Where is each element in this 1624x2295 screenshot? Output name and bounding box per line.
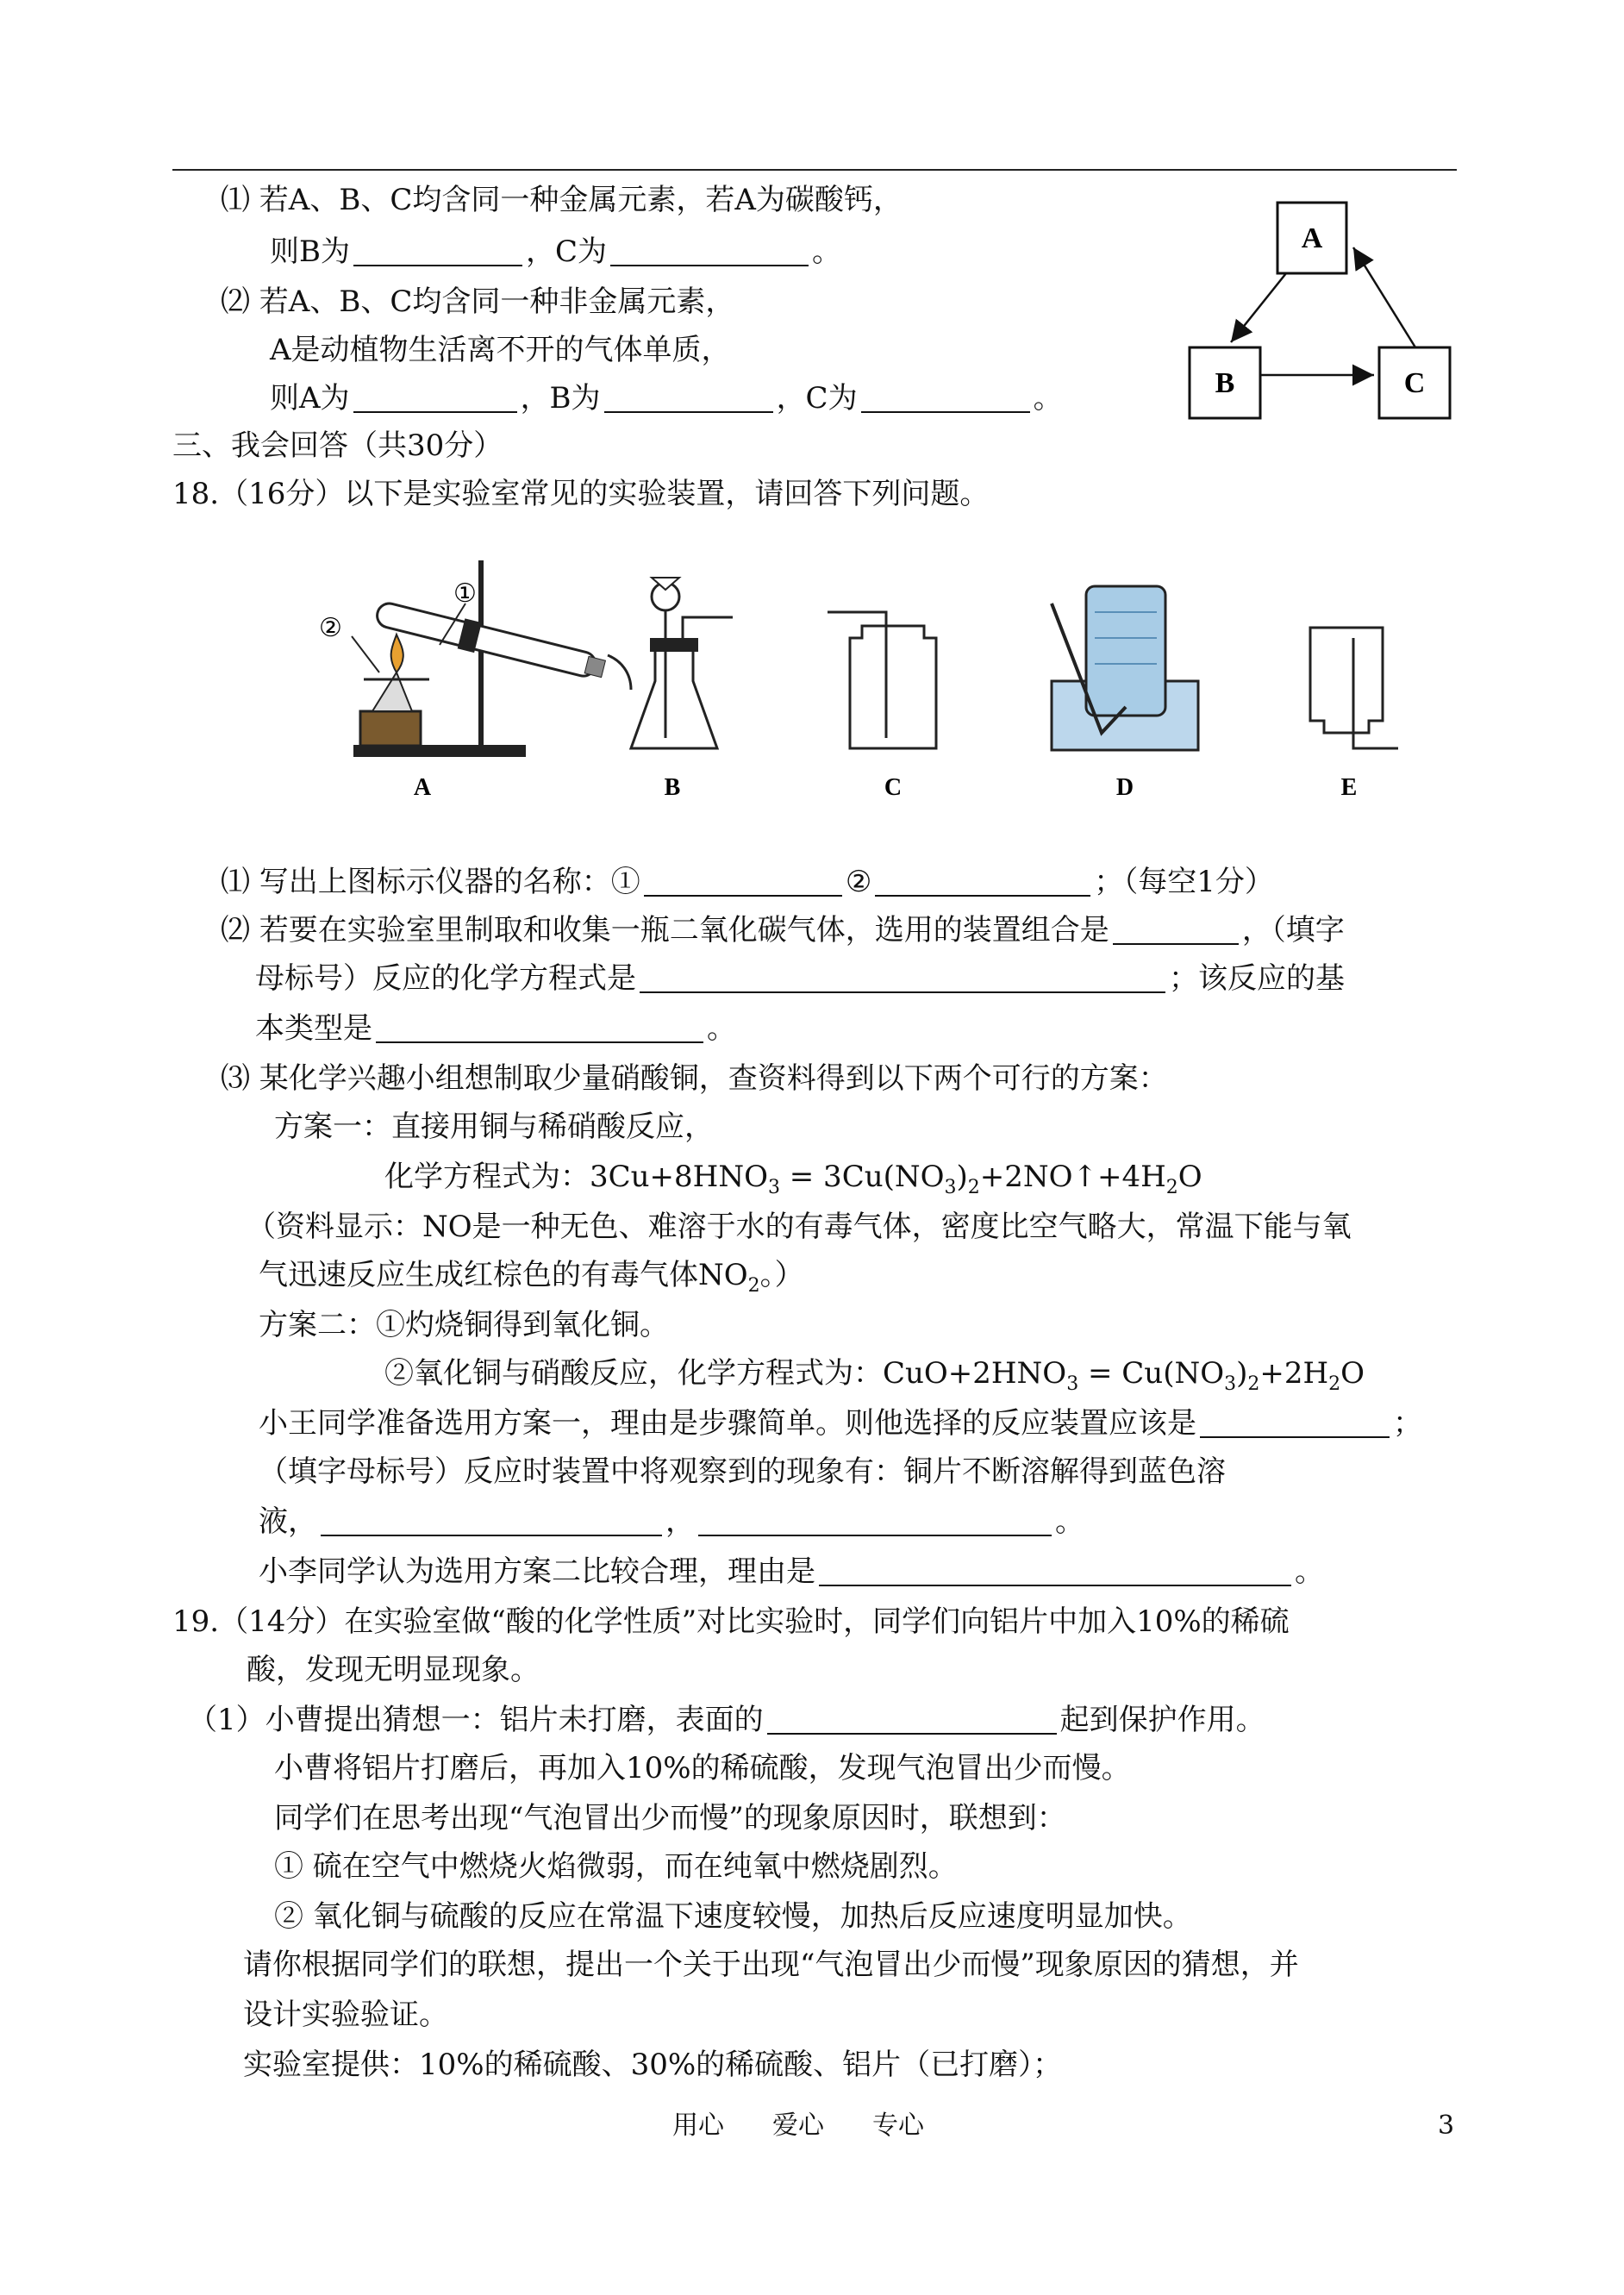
answer-blank[interactable]: [875, 869, 1090, 897]
q19-ask-line1: 请你根据同学们的联想，提出一个关于出现“气泡冒出少而慢”现象原因的猜想，并: [243, 1948, 1299, 1982]
li-line: 小李同学认为选用方案二比较合理，理由是 。: [259, 1554, 1324, 1589]
wang-line3: 液， ， 。: [259, 1504, 1084, 1539]
node-c-label: C: [1403, 367, 1426, 399]
slogan-word: 爱心: [772, 2111, 824, 2141]
slogan-word: 专心: [872, 2111, 924, 2141]
q17-p1-line2: 则B为 ，C为 。: [270, 235, 842, 269]
q19-lab-line: 实验室提供：10%的稀硫酸、30%的稀硫酸、铝片（已打磨）；: [243, 2048, 1063, 2082]
q17-p1-line1: ⑴ 若A、B、C均含同一种金属元素，若A为碳酸钙，: [221, 183, 903, 217]
q19-p1-line2: 小曹将铝片打磨后，再加入10%的稀硫酸，发现气泡冒出少而慢。: [274, 1751, 1131, 1785]
answer-blank[interactable]: [321, 1509, 662, 1536]
wang-line1: 小王同学准备选用方案一，理由是步骤简单。则他选择的反应装置应该是 ；: [259, 1406, 1422, 1441]
section-title: 三、我会回答（共30分）: [172, 428, 503, 463]
apparatus-b: [631, 578, 733, 801]
q19-p1-line1: （1）小曹提出猜想一：铝片未打磨，表面的 起到保护作用。: [188, 1703, 1265, 1737]
mark-2: ②: [319, 614, 342, 642]
q17-p2-line1: ⑵ 若A、B、C均含同一种非金属元素，: [221, 285, 735, 319]
apparatus-c: [828, 612, 936, 801]
plan1-equation: 化学方程式为：$3Cu+8HNO_3$ = $3Cu(NO_3)_2+2NO↑+4H_2O$: [384, 1160, 1202, 1198]
label-d: D: [1115, 774, 1134, 801]
answer-blank[interactable]: [353, 239, 522, 266]
answer-blank[interactable]: [698, 1509, 1052, 1536]
slogan-word: 用心: [672, 2111, 724, 2141]
label-a: A: [413, 774, 432, 801]
q18-intro: 18.（16分）以下是实验室常见的实验装置，请回答下列问题。: [172, 477, 990, 511]
wang-line2: （填字母标号）反应时装置中将观察到的现象有：铜片不断溶解得到蓝色溶: [259, 1454, 1226, 1489]
q18-p2-line3: 本类型是 。: [255, 1011, 736, 1046]
answer-blank[interactable]: [861, 385, 1030, 413]
answer-blank[interactable]: [1200, 1410, 1390, 1438]
q17-p2-line3: 则A为 ，B为 ，C为 。: [270, 381, 1063, 416]
q19-intro-line1: 19.（14分）在实验室做“酸的化学性质”对比实验时，同学们向铝片中加入10%的稀硫: [172, 1604, 1290, 1639]
header-rule: [172, 169, 1457, 171]
answer-blank[interactable]: [353, 385, 517, 413]
node-b-label: B: [1215, 367, 1235, 399]
answer-blank[interactable]: [819, 1559, 1291, 1586]
arrow-a-to-b: [1231, 273, 1286, 342]
q18-p2-line2: 母标号）反应的化学方程式是 ；该反应的基: [255, 961, 1345, 996]
label-b: B: [664, 774, 681, 801]
apparatus-a: [319, 560, 631, 801]
q18-p2-line1: ⑵ 若要在实验室里制取和收集一瓶二氧化碳气体，选用的装置组合是 ，（填字: [221, 913, 1345, 947]
plan1-title: 方案一：直接用铜与稀硝酸反应，: [274, 1110, 714, 1144]
answer-blank[interactable]: [640, 966, 1165, 993]
answer-blank[interactable]: [610, 239, 809, 266]
apparatus-e: [1310, 628, 1398, 801]
node-a-label: A: [1301, 222, 1323, 254]
answer-blank[interactable]: [604, 385, 773, 413]
footer-slogan: [648, 2111, 948, 2142]
abc-cycle-diagram: [1181, 194, 1465, 427]
mark-1: ①: [453, 579, 477, 608]
apparatus-d: [1052, 586, 1198, 801]
note-line1: （资料显示：NO是一种无色、难溶于水的有毒气体，密度比空气略大，常温下能与氧: [247, 1210, 1352, 1244]
answer-blank[interactable]: [767, 1707, 1057, 1735]
q17-p2-line2: A是动植物生活离不开的气体单质，: [270, 333, 731, 367]
arrow-c-to-a: [1353, 247, 1415, 347]
label-c: C: [884, 774, 903, 801]
page-number: 3: [1438, 2111, 1455, 2141]
q18-p3-line1: ⑶ 某化学兴趣小组想制取少量硝酸铜，查资料得到以下两个可行的方案：: [221, 1061, 1168, 1096]
note-line2: 气迅速反应生成红棕色的有毒气体$NO_2$。）: [259, 1258, 804, 1297]
q19-intro-line2: 酸，发现无明显现象。: [247, 1653, 540, 1687]
label-e: E: [1340, 774, 1358, 801]
q19-p1-line3: 同学们在思考出现“气泡冒出少而慢”的现象原因时，联想到：: [274, 1801, 1066, 1835]
answer-blank[interactable]: [644, 869, 842, 897]
plan2-line1: 方案二：①灼烧铜得到氧化铜。: [259, 1308, 669, 1342]
answer-blank[interactable]: [1113, 917, 1239, 945]
association-2: ② 氧化铜与硫酸的反应在常温下速度较慢，加热后反应速度明显加快。: [274, 1899, 1192, 1934]
q18-p1: ⑴ 写出上图标示仪器的名称：① ② ；（每空1分）: [221, 865, 1274, 899]
association-1: ① 硫在空气中燃烧火焰微弱，而在纯氧中燃烧剧烈。: [274, 1849, 958, 1884]
q19-ask-line2: 设计实验验证。: [243, 1998, 448, 2032]
plan2-line2: ②氧化铜与硝酸反应，化学方程式为：$CuO+2HNO_3 = Cu(NO_3)_2+2H_2O$: [384, 1356, 1365, 1395]
lab-apparatus-figure: [310, 552, 1431, 810]
answer-blank[interactable]: [376, 1016, 703, 1043]
